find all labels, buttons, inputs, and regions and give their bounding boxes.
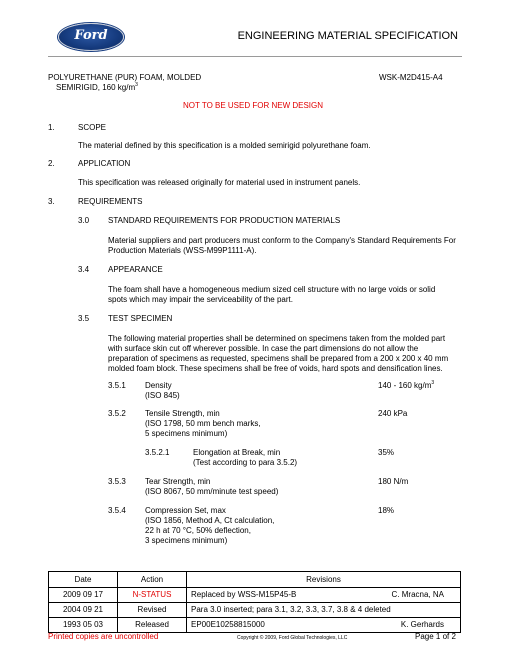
property-tensile-name: Tensile Strength, min — [145, 409, 220, 418]
property-density-value — [378, 381, 434, 391]
section-3-4-title: APPEARANCE — [108, 265, 163, 274]
section-3-5-number: 3.5 — [78, 314, 90, 323]
revision-action: Revised — [118, 603, 187, 618]
table-row — [49, 618, 461, 633]
spec-name-line1: POLYURETHANE (PUR) FOAM, MOLDED — [48, 73, 202, 82]
property-elongation-name: Elongation at Break, min — [193, 448, 281, 457]
revision-author: K. Gerhards — [400, 620, 444, 629]
section-3-0-text-line2: Production Materials (WSS-M99P1111-A). — [108, 246, 257, 255]
revision-action: N-STATUS — [118, 588, 187, 603]
section-3-title: REQUIREMENTS — [78, 197, 143, 206]
spec-name-line2 — [56, 83, 138, 93]
revision-cell — [187, 603, 461, 618]
revision-table — [48, 571, 461, 633]
revision-date: 2009 09 17 — [49, 588, 118, 603]
uncontrolled-notice: Printed copies are uncontrolled — [48, 632, 159, 641]
property-density-value-text: 140 - 160 kg/m — [378, 381, 432, 390]
property-3-5-4-number: 3.5.4 — [108, 506, 126, 515]
section-3-5-text-line1: The following material properties shall be determined on specimens taken from the molded part — [108, 334, 446, 343]
header-revisions: Revisions — [187, 572, 461, 588]
property-3-5-2-number: 3.5.2 — [108, 409, 126, 418]
property-tear-value: 180 N/m — [378, 477, 409, 486]
revision-table-header — [49, 572, 461, 588]
property-3-5-2-1-number: 3.5.2.1 — [145, 448, 170, 457]
status-notice: NOT TO BE USED FOR NEW DESIGN — [183, 101, 324, 110]
table-row — [49, 588, 461, 603]
property-tear-line2: (ISO 8067, 50 mm/minute test speed) — [145, 487, 279, 496]
revision-cell — [187, 588, 461, 603]
revision-text: Para 3.0 inserted; para 3.1, 3.2, 3.3, 3.7, 3.8 & 4 deleted — [191, 605, 391, 614]
section-3-4-text-line2: spots which may impair the serviceability of the part. — [108, 295, 293, 304]
section-2-number: 2. — [48, 159, 55, 168]
section-1-number: 1. — [48, 123, 55, 132]
ford-logo — [58, 23, 124, 51]
page-number: Page 1 of 2 — [415, 632, 456, 641]
property-tensile-value: 240 kPa — [378, 409, 408, 418]
revision-cell — [187, 618, 461, 633]
section-3-5-text-line3: preparation of specimens as requested, specimens shall be prepared from a 200 x 200 x 40 mm — [108, 354, 449, 363]
section-1-text: The material defined by this specification is a molded semirigid polyurethane foam. — [78, 141, 371, 150]
property-tear-name: Tear Strength, min — [145, 477, 211, 486]
section-1-title: SCOPE — [78, 123, 107, 132]
header-action: Action — [118, 572, 187, 588]
table-row — [49, 603, 461, 618]
revision-text: Replaced by WSS-M15P45-B — [191, 590, 297, 599]
section-3-0-text-line1: Material suppliers and part producers must conform to the Company's Standard Requirements For — [108, 236, 456, 245]
property-density-standard: (ISO 845) — [145, 391, 180, 400]
property-density-value-superscript: 3 — [431, 380, 435, 386]
revision-text: EP00E10258815000 — [191, 620, 265, 629]
property-compression-name: Compression Set, max — [145, 506, 226, 515]
property-compression-line3: 22 h at 70 °C, 50% deflection, — [145, 526, 251, 535]
section-3-5-title: TEST SPECIMEN — [108, 314, 173, 323]
spec-name-line2-text: SEMIRIGID, 160 kg/m — [56, 83, 136, 92]
section-3-0-number: 3.0 — [78, 216, 90, 225]
property-tensile-line3: 5 specimens minimum) — [145, 429, 228, 438]
property-elongation-line2: (Test according to para 3.5.2) — [193, 458, 298, 467]
property-density-name: Density — [145, 381, 172, 390]
section-3-4-number: 3.4 — [78, 265, 90, 274]
header-date: Date — [49, 572, 118, 588]
property-tensile-line2: (ISO 1798, 50 mm bench marks, — [145, 419, 261, 428]
property-compression-line4: 3 specimens minimum) — [145, 536, 228, 545]
copyright: Copyright © 2009, Ford Global Technologies, LLC — [237, 635, 348, 641]
revision-author: C. Mracna, NA — [391, 590, 444, 599]
ford-logo-text: Ford — [74, 28, 108, 43]
section-3-5-text-line4: molded foam block. These specimens shall be free of voids, hard spots and densification lines. — [108, 364, 443, 373]
section-2-text: This specification was released originally for material used in instrument panels. — [78, 178, 361, 187]
revision-date: 2004 09 21 — [49, 603, 118, 618]
header-divider — [48, 56, 462, 57]
section-2-title: APPLICATION — [78, 159, 131, 168]
property-3-5-1-number: 3.5.1 — [108, 381, 126, 390]
property-compression-line2: (ISO 1856, Method A, Ct calculation, — [145, 516, 275, 525]
property-3-5-3-number: 3.5.3 — [108, 477, 126, 486]
revision-date: 1993 05 03 — [49, 618, 118, 633]
property-elongation-value: 35% — [378, 448, 395, 457]
document-title: ENGINEERING MATERIAL SPECIFICATION — [237, 30, 458, 42]
section-3-5-text-line2: with surface skin cut off wherever possible. In case the part dimensions do not allow the — [108, 344, 419, 353]
property-compression-value: 18% — [378, 506, 395, 515]
section-3-0-title: STANDARD REQUIREMENTS FOR PRODUCTION MATERIALS — [108, 216, 341, 225]
section-3-number: 3. — [48, 197, 55, 206]
spec-number: WSK-M2D415-A4 — [379, 73, 443, 82]
spec-name-superscript: 3 — [135, 82, 138, 88]
section-3-4-text-line1: The foam shall have a homogeneous medium sized cell structure with no large voids or solid — [108, 285, 436, 294]
revision-action: Released — [118, 618, 187, 633]
